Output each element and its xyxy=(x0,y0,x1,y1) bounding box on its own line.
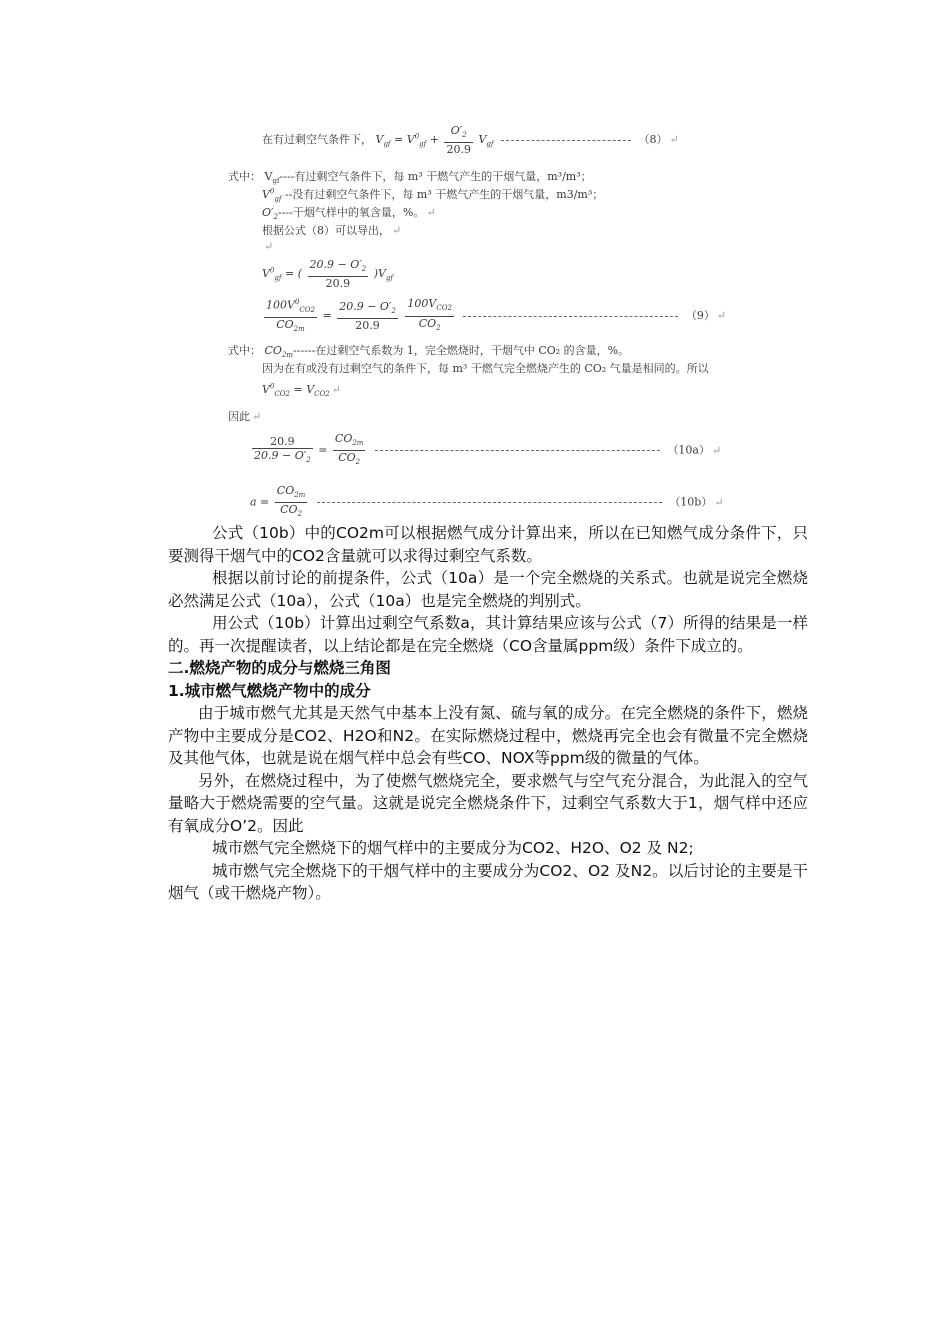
paragraph-1: 公式（10b）中的CO2m可以根据燃气成分计算出来，所以在已知燃气成分条件下，只要测得干烟气中的CO2含量就可以求得过剩空气系数。 xyxy=(168,524,808,565)
eq8-tag: （8） xyxy=(638,133,668,147)
body-text-upper xyxy=(168,522,808,905)
equation-10b: a = $\frac{CO_{2m}}{CO_2}$ （10b） ↵ xyxy=(250,484,724,519)
equation-9b: $\frac{100V^0_{CO2}}{CO_{2m}}$ = $\frac{20.9 - O'_2}{20.9}$ $\frac{100V_{CO2}}{CO_2}$ （9） ↵ xyxy=(266,297,727,334)
sub-heading: 1.城市燃气燃烧产物中的成分 xyxy=(168,681,371,700)
paragraph-4: 由于城市燃气尤其是天然气中基本上没有氮、硫与氧的成分。在完全燃烧的条件下，燃烧产物中主要成分是CO2、H2O和N2。在实际燃烧过程中，燃烧再完全也会有微量不完全燃烧及其他气体，也就是说在烟气样中总会有些CO、NOX等ppm级的微量的气体。 xyxy=(168,704,808,767)
paragraph-3: 用公式（10b）计算出过剩空气系数a，其计算结果应该与公式（7）所得的结果是一样的。再一次提醒读者，以上结论都是在完全燃烧（CO含量属ppm级）条件下成立的。 xyxy=(168,614,808,655)
formula-figure: 在有过剩空气条件下， $V_{gf} = V^0_{gf}$ + $\frac{O'_2}{20.9}$ $V_{gf}$ （8） ↵ 式中： $V_{gf}----$有过剩空气条件下，每 m³ 干燃气产生的干烟气量，m³/m³； $V^0_{gf}$ --没有过剩空气条件下，每 m³ 干燃气产生的干烟气量，m3/m³； $O'_2----$干烟气样中的氧含量，%。 ↵ 根据公式（8）可以导出， ↵ ↵ $V^0_{gf}$ = ( $\frac{20.9 - O'_2}{20.9}$ )$V_{gf}$ $\frac{100V^0_{CO2}}{CO_{2m}}$ = $\frac{20.9 - O'_2}{20.9}$ $\frac{100V_{CO2}}{CO_2}$ （9） ↵ 式中： $CO_{2m}------$在过剩空气系数为 1，完全燃烧时，干烟气中 CO₂ 的含量，%。 因为在有或没有过剩空气的条件下，每 m³ 干燃气完全燃烧产生的 CO₂ 气量是相同的。所以 $V^0_{CO2} = V_{CO2}$ ↵ 因此 ↵ $\frac{20.9}{20.9 - O'_2}$ = $\frac{CO_{2m}}{CO_2}$ （10a） ↵ a = $\frac{CO_{2m}}{CO_2}$ （10b） ↵ xyxy=(220,118,730,514)
eq9-tag: （9） xyxy=(685,309,715,323)
paragraph-7: 城市燃气完全燃烧下的干烟气样中的主要成分为CO2、O2 及N2。以后讨论的主要是干烟气（或干燃烧产物）。 xyxy=(168,861,808,902)
where-block-2: 式中： $CO_{2m}------$在过剩空气系数为 1，完全燃烧时，干烟气中 CO₂ 的含量，%。 xyxy=(228,344,630,360)
section-heading: 二.燃烧产物的成分与燃烧三角图 xyxy=(168,659,391,677)
where-block-1: 式中： $V_{gf}----$有过剩空气条件下，每 m³ 干燃气产生的干烟气量，m³/m³； xyxy=(228,170,592,186)
eq10b-tag: （10b） xyxy=(669,495,713,509)
equation-8: 在有过剩空气条件下， $V_{gf} = V^0_{gf}$ + $\frac{O'_2}{20.9}$ $V_{gf}$ （8） ↵ xyxy=(262,124,679,157)
equation-9a: $V^0_{gf}$ = ( $\frac{20.9 - O'_2}{20.9}$ )$V_{gf}$ xyxy=(262,258,394,291)
paragraph-2: 根据以前讨论的前提条件，公式（10a）是一个完全燃烧的关系式。也就是说完全燃烧必然满足公式（10a），公式（10a）也是完全燃烧的判别式。 xyxy=(168,569,808,610)
paragraph-6: 城市燃气完全燃烧下的烟气样中的主要成分为CO2、H2O、O2 及 N2; xyxy=(212,839,694,857)
paragraph-5: 另外，在燃烧过程中，为了使燃气燃烧完全，要求燃气与空气充分混合，为此混入的空气量略大于燃烧需要的空气量。这就是说完全燃烧条件下，过剩空气系数大于1，烟气样中还应有氧成分O’2。因此 xyxy=(168,771,808,835)
equation-vco2: $V^0_{CO2} = V_{CO2}$ ↵ xyxy=(262,382,341,398)
equation-10a: $\frac{20.9}{20.9 - O'_2}$ = $\frac{CO_{2m}}{CO_2}$ （10a） ↵ xyxy=(254,432,722,467)
eq10a-tag: （10a） xyxy=(667,443,710,457)
